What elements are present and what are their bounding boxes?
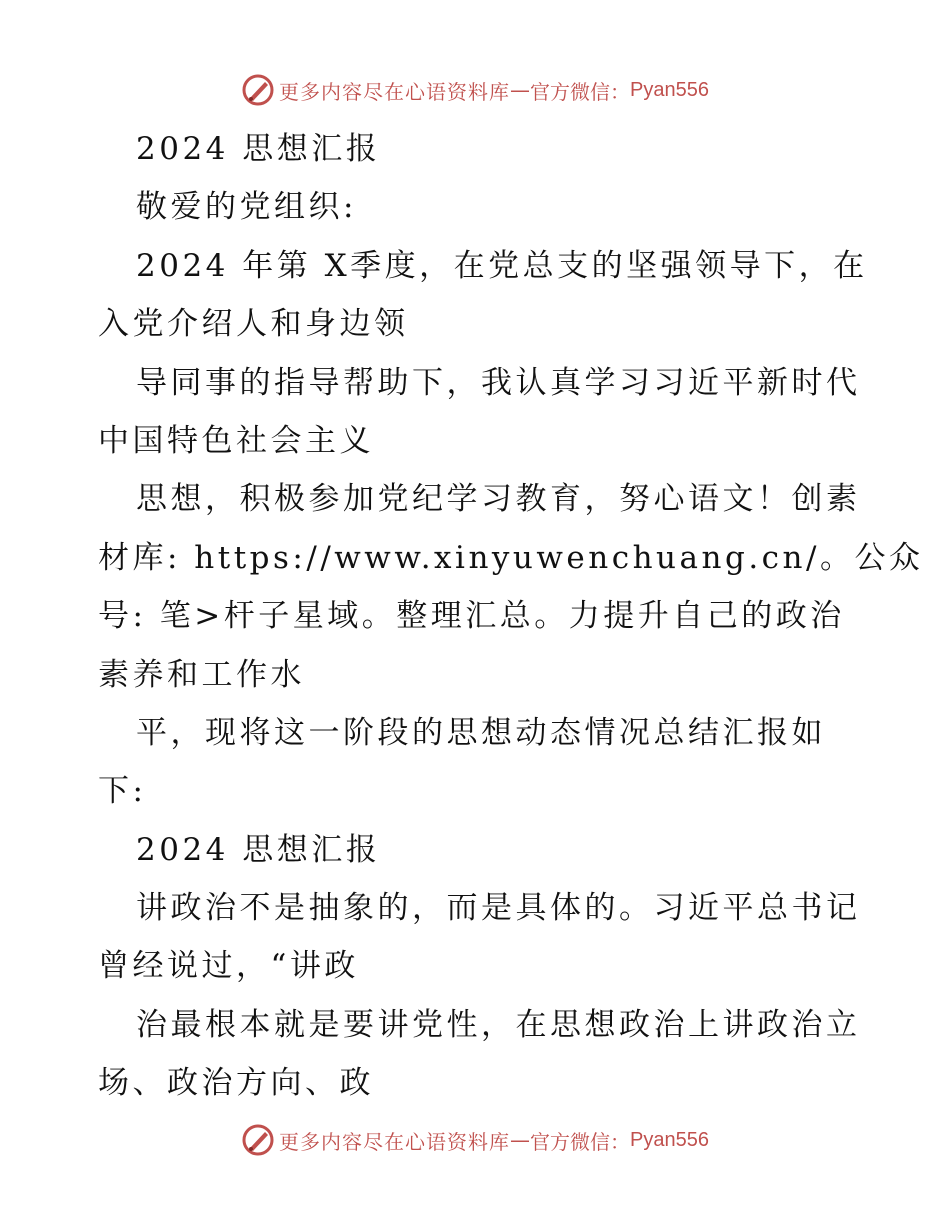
text-line: 平，现将这一阶段的思想动态情况总结汇报如: [136, 714, 826, 751]
text-line: 2024 年第 X季度，在党总支的坚强领导下，在: [136, 247, 868, 284]
text-line: 2024 思想汇报: [136, 131, 381, 167]
text-line: 思想，积极参加党纪学习教育，努心语文！创素: [136, 481, 861, 518]
banner-text: 更多内容尽在心语资料库: [279, 1129, 511, 1154]
text-line: 中国特色社会主义: [98, 422, 374, 459]
header-banner: [0, 70, 950, 110]
banner-contact-id: Pyan556: [630, 78, 709, 101]
text-line: 治最根本就是要讲党性，在思想政治上讲政治立: [136, 1006, 861, 1043]
text-line: 材库: https://www.xinyuwenchuang.cn/。公众: [98, 539, 924, 576]
text-line: 讲政治不是抽象的，而是具体的。习近平总书记: [136, 890, 861, 927]
banner-contact-label: 官方微信：: [530, 79, 631, 104]
text-line: 号: 笔>杆子星域。整理汇总。力提升自己的政治: [98, 598, 845, 635]
banner-separator: —: [510, 1128, 531, 1152]
document-body: [98, 120, 924, 1113]
banner-separator: —: [510, 78, 531, 102]
pen-logo-icon: [241, 1123, 275, 1157]
text-line: 入党介绍人和身边领: [98, 306, 409, 343]
pen-logo-icon: [241, 73, 275, 107]
text-line: 曾经说过，“讲政: [98, 948, 359, 985]
banner-contact-label: 官方微信：: [530, 1129, 631, 1154]
text-line: 场、政治方向、政: [98, 1065, 374, 1102]
text-line: 敬爱的党组织:: [136, 189, 357, 226]
banner-contact-id: Pyan556: [630, 1128, 709, 1151]
banner-text: 更多内容尽在心语资料库: [279, 79, 511, 104]
text-line: 素养和工作水: [98, 656, 305, 693]
text-line: 下:: [98, 773, 147, 810]
footer-banner: [0, 1120, 950, 1160]
text-line: 导同事的指导帮助下，我认真学习习近平新时代: [136, 364, 861, 401]
text-line: 2024 思想汇报: [136, 831, 381, 868]
